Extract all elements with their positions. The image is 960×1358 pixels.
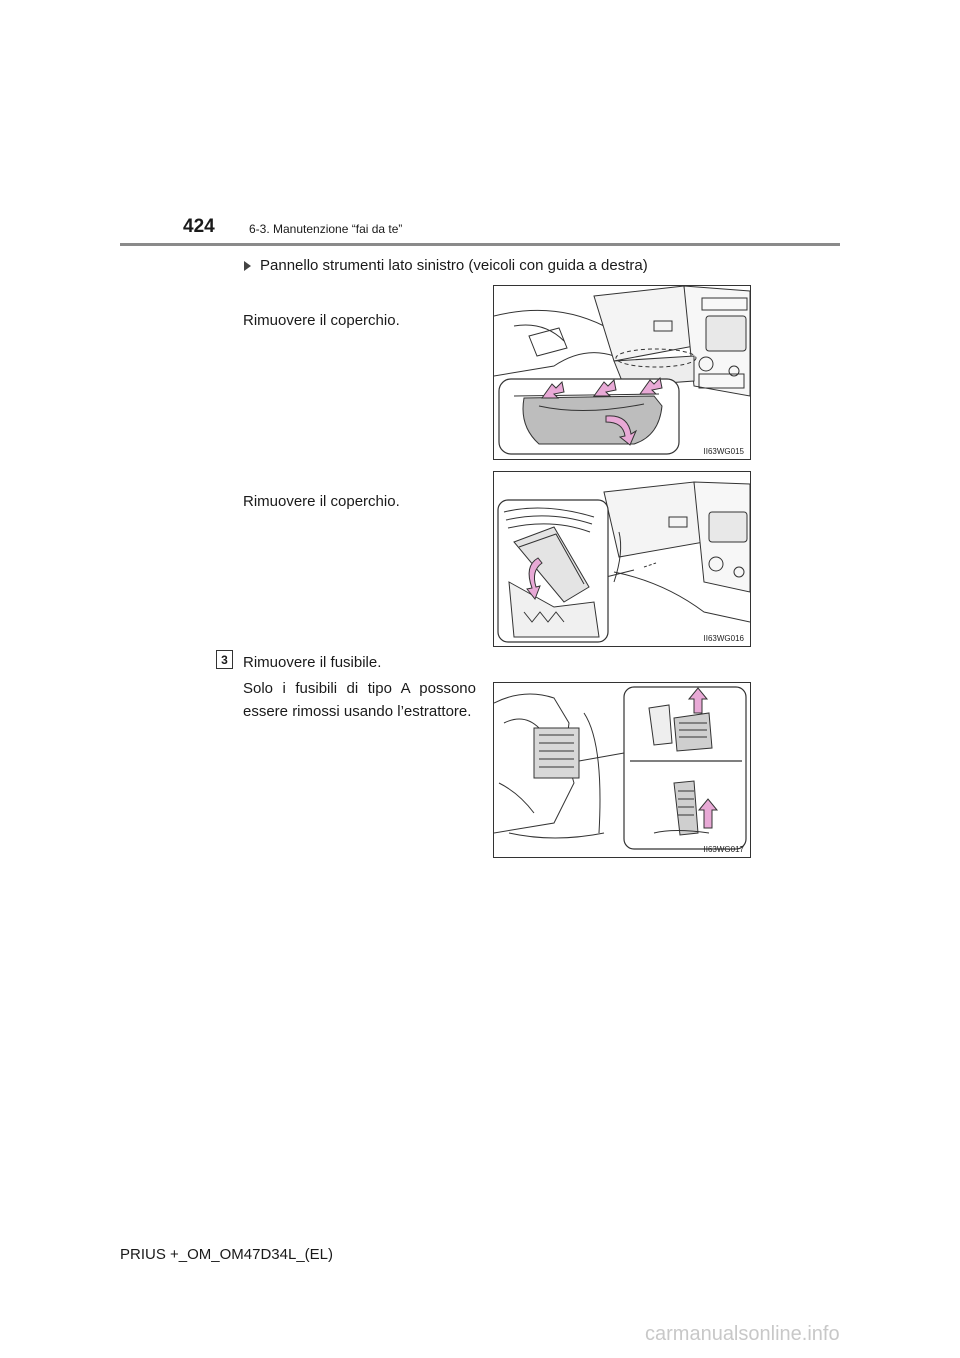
figure-cover-removal-1 bbox=[493, 285, 751, 460]
step1-text: Rimuovere il coperchio. bbox=[243, 312, 400, 329]
footer-document-id: PRIUS +_OM_OM47D34L_(EL) bbox=[120, 1246, 334, 1263]
watermark: carmanualsonline.info bbox=[645, 1323, 840, 1345]
step2-text: Rimuovere il coperchio. bbox=[243, 493, 400, 510]
figure-code: II63WG016 bbox=[703, 634, 744, 643]
header-divider bbox=[120, 243, 840, 246]
figure-code: II63WG015 bbox=[703, 447, 744, 456]
page-number: 424 bbox=[183, 216, 215, 237]
fuse-box-illustration bbox=[494, 683, 750, 857]
figure-fuse-removal bbox=[493, 682, 751, 858]
dashboard-illustration-1 bbox=[494, 286, 750, 459]
step3-note: Solo i fusibili di tipo A possono essere rimossi usando l’estrattore. bbox=[243, 680, 476, 720]
step3-text: Rimuovere il fusibile. bbox=[243, 654, 382, 671]
dashboard-illustration-2 bbox=[494, 472, 750, 646]
triangle-bullet-icon bbox=[244, 261, 251, 271]
section-title: 6-3. Manutenzione “fai da te” bbox=[249, 222, 403, 236]
step-number-badge: 3 bbox=[216, 650, 233, 669]
figure-code: II63WG017 bbox=[703, 845, 744, 854]
subheading-text: Pannello strumenti lato sinistro (veicoli con guida a destra) bbox=[260, 257, 648, 274]
figure-cover-removal-2 bbox=[493, 471, 751, 647]
subheading bbox=[244, 257, 648, 274]
